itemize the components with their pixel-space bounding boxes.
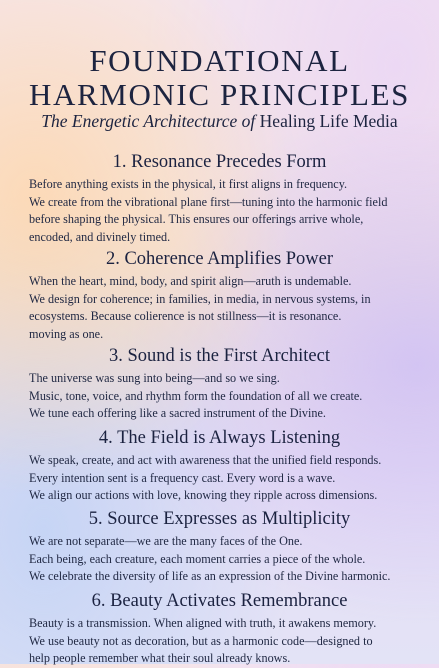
principle-line: When the heart, mind, body, and spirit align—aruth is undemable.: [29, 274, 352, 288]
principle-line: encoded, and divinely timed.: [29, 229, 171, 244]
principle-line: We use beauty not as decoration, but as a harmonic code—designed to: [29, 633, 373, 648]
principle-line: We speak, create, and act with awareness that the unified field responds.: [29, 453, 382, 467]
principle-4: [0, 427, 439, 505]
principle-heading: 6. Beauty Activates Remembrance: [91, 591, 348, 611]
principle-line: We are not separate—we are the many faces of the One.: [29, 534, 303, 548]
principle-1: [0, 151, 439, 246]
subtitle-brand-name: Healing Life Media: [259, 111, 398, 131]
principle-3: [0, 345, 439, 423]
principle-2: [0, 248, 439, 343]
principle-line: Every intention sent is a frequency cast. Every word is a wave.: [29, 470, 336, 485]
page-subtitle: [0, 111, 439, 132]
principle-body: [29, 452, 439, 505]
principle-line: before shaping the physical. This ensures our offerings arrive whole,: [29, 212, 364, 226]
principle-line: We design for coherence; in families, in media, in nervous systems, in: [29, 291, 371, 306]
subtitle-italic-of: of: [241, 111, 256, 131]
principle-heading: 1. Resonance Precedes Form: [112, 152, 327, 172]
principle-body: [29, 370, 439, 423]
subtitle-italic-part: The Energetic Architecturce: [41, 111, 238, 131]
principle-line: Before anything exists in the physical, it first aligns in frequency.: [29, 177, 348, 191]
page-title-line-1: FOUNDATIONAL: [89, 43, 350, 78]
principle-line: We tune each offering like a sacred instrument of the Divine.: [29, 406, 326, 420]
principle-line: Beauty is a transmission. When aligned with truth, it awakens memory.: [29, 616, 377, 630]
page-title-line-2: HARMONIC PRINCIPLES: [29, 77, 410, 112]
principle-line: We create from the vibrational plane first—tuning into the harmonic field: [29, 194, 388, 209]
principle-line: The universe was sung into being—and so we sing.: [29, 371, 280, 385]
principle-6: [0, 590, 439, 668]
principle-body: [29, 615, 439, 668]
principle-heading: 2. Coherence Amplifies Power: [105, 249, 334, 269]
principle-line: We align our actions with love, knowing they ripple across dimensions.: [29, 488, 378, 502]
principle-body: [29, 533, 439, 586]
principle-body: [29, 273, 439, 343]
principle-heading: 3. Sound is the First Architect: [109, 346, 330, 366]
principle-line: moving as one.: [29, 326, 104, 341]
principle-body: [29, 176, 439, 246]
principle-heading: 4. The Field is Always Listening: [98, 428, 341, 448]
principle-line: Music, tone, voice, and rhythm form the foundation of all we create.: [29, 388, 363, 403]
principle-line: Each being, each creature, each moment carries a piece of the whole.: [29, 551, 366, 566]
principle-line: help people remember what their soul already knows.: [29, 651, 291, 665]
principle-line: We celebrate the diversity of life as an expression of the Divine harmonic.: [29, 569, 391, 583]
principle-5: [0, 508, 439, 586]
principle-heading: 5. Source Expresses as Multiplicity: [88, 509, 351, 529]
principle-line: ecosystems. Because colierence is not stillness—it is resonance.: [29, 309, 342, 323]
